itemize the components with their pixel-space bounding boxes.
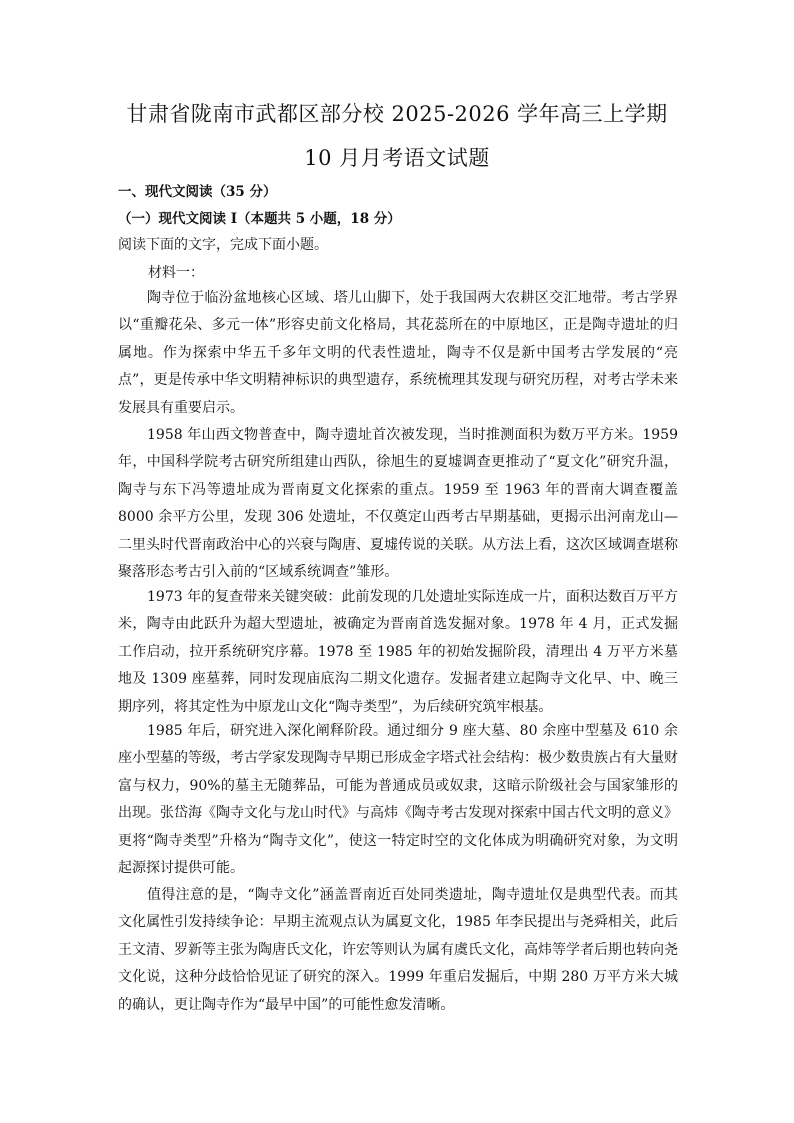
material-label: 材料一： [148,265,204,281]
reading-instruction: 阅读下面的文字，完成下面小题。 [118,237,328,253]
exam-title-line-2: 10 月月考语文试题 [304,146,490,170]
section-heading: 一、现代文阅读（35 分） [118,184,277,200]
paragraph-1: 陶寺位于临汾盆地核心区域、塔儿山脚下，处于我国两大农耕区交汇地带。考古学界以“重瓣花朵、多元一体”形容史前文化格局，其花蕊所在的中原地区，正是陶寺遗址的归属地。作为探索中华五千多年文明的代表性遗址，陶寺不仅是新中国考古学发展的“亮点”，更是传承中华文明精神标识的典型遗存，系统梳理其发现与研究历程，对考古学未来发展具有重要启示。 [118,290,678,416]
paragraph-2: 1958 年山西文物普查中，陶寺遗址首次被发现，当时推测面积为数万平方米。1959 年，中国科学院考古研究所组建山西队，徐旭生的夏墟调查更推动了“夏文化”研究升温，陶寺与东下冯等遗址成为晋南夏文化探索的重点。1959 至 1963 年的晋南大调查覆盖 8000 余平方公里，发现 306 处遗址，不仅奠定山西考古早期基础，更揭示出河南龙山—二里头时代晋南政治中心的兴衰与陶唐、夏墟传说的关联。从方法上看，这次区域调查堪称聚落形态考古引入前的“区域系统调查”雏形。 [118,427,678,581]
paragraph-5: 值得注意的是，“陶寺文化”涵盖晋南近百处同类遗址，陶寺遗址仅是典型代表。而其文化属性引发持续争论：早期主流观点认为属夏文化，1985 年李民提出与尧舜相关，此后王文清、罗新等主张为陶唐氏文化，许宏等则认为属有虞氏文化，高炜等学者后期也转向尧文化说，这种分歧恰恰见证了研究的深入。1999 年重启发掘后，中期 280 万平方米大城的确认，更让陶寺作为“最早中国”的可能性愈发清晰。 [118,887,678,1013]
paragraph-3: 1973 年的复查带来关键突破：此前发现的几处遗址实际连成一片，面积达数百万平方米，陶寺由此跃升为超大型遗址，被确定为晋南首选发掘对象。1978 年 4 月，正式发掘工作启动，拉开系统研究序幕。1978 至 1985 年的初始发掘阶段，清理出 4 万平方米墓地及 1309 座墓葬，同时发现庙底沟二期文化遗存。发掘者建立起陶寺文化早、中、晚三期序列，将其定性为中原龙山文化“陶寺类型”，为后续研究筑牢根基。 [118,589,678,715]
subsection-heading: （一）现代文阅读 I（本题共 5 小题，18 分） [118,211,401,227]
paragraph-4: 1985 年后，研究进入深化阐释阶段。通过细分 9 座大墓、80 余座中型墓及 610 余座小型墓的等级，考古学家发现陶寺早期已形成金字塔式社会结构：极少数贵族占有大量财富与权力，90%的墓主无随葬品，可能为普通成员或奴隶，这暗示阶级社会与国家雏形的出现。张岱海《陶寺文化与龙山时代》与高炜《陶寺考古发现对探索中国古代文明的意义》更将“陶寺类型”升格为“陶寺文化”，使这一特定时空的文化体成为明确研究对象，为文明起源探讨提供可能。 [118,723,678,877]
exam-title-line-1: 甘肃省陇南市武都区部分校 2025-2026 学年高三上学期 [126,102,668,126]
